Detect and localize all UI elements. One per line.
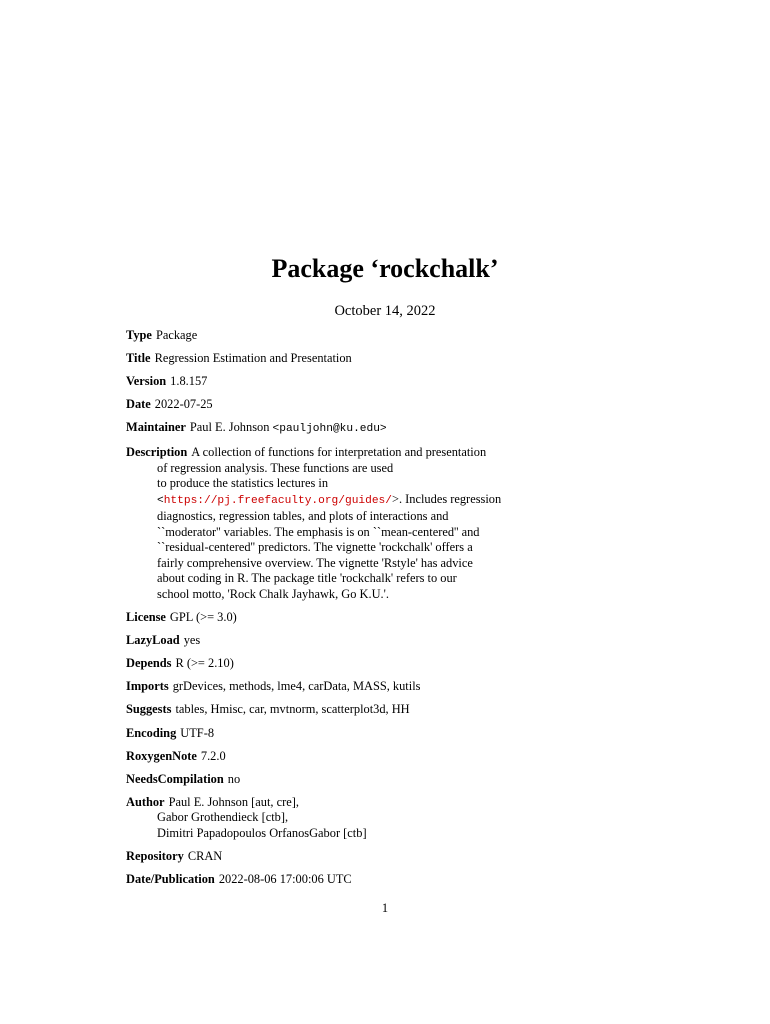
url-bracket-close: >. Includes regression bbox=[391, 491, 502, 506]
maintainer-email: <pauljohn@ku.edu> bbox=[272, 423, 387, 436]
description-line: ``moderator'' variables. The emphasis is on ``mean-centered'' and bbox=[157, 524, 480, 539]
field-key: Type bbox=[126, 328, 152, 342]
description-line: A collection of functions for interpretation and presentation bbox=[191, 445, 487, 460]
field-value: R (>= 2.10) bbox=[175, 656, 234, 671]
field-value: no bbox=[227, 771, 241, 786]
description-line: school motto, 'Rock Chalk Jayhawk, Go K.U.'. bbox=[157, 586, 389, 601]
field-key: Depends bbox=[126, 656, 172, 671]
description-line-url bbox=[126, 492, 506, 510]
field-value: yes bbox=[183, 633, 201, 648]
author-line: Dimitri Papadopoulos OrfanosGabor [ctb] bbox=[157, 825, 367, 840]
page-number: 1 bbox=[381, 901, 389, 915]
field-value: 2022-08-06 17:00:06 UTC bbox=[218, 872, 352, 886]
field-needscompilation bbox=[126, 772, 506, 788]
field-key: Version bbox=[126, 374, 167, 389]
author-line: Paul E. Johnson [aut, cre], bbox=[168, 794, 299, 809]
field-version bbox=[126, 374, 506, 390]
field-description bbox=[126, 445, 506, 602]
field-value: 7.2.0 bbox=[200, 748, 226, 763]
description-line: of regression analysis. These functions are used bbox=[157, 460, 394, 475]
description-line: about coding in R. The package title 'rockchalk' refers to our bbox=[157, 571, 457, 586]
description-line: ``residual-centered'' predictors. The vignette 'rockchalk' offers a bbox=[157, 540, 473, 555]
field-value: GPL (>= 3.0) bbox=[169, 610, 237, 625]
field-key: Encoding bbox=[126, 725, 177, 740]
field-key: NeedsCompilation bbox=[126, 771, 224, 786]
field-value: 1.8.157 bbox=[170, 374, 208, 389]
description-line: to produce the statistics lectures in bbox=[157, 476, 329, 491]
document-date: October 14, 2022 bbox=[334, 303, 436, 319]
author-line: Gabor Grothendieck [ctb], bbox=[157, 810, 289, 825]
package-title: Package ‘rockchalk’ bbox=[271, 254, 499, 283]
field-key: Date/Publication bbox=[126, 872, 215, 886]
field-maintainer bbox=[126, 420, 506, 438]
field-key: LazyLoad bbox=[126, 633, 180, 648]
field-encoding bbox=[126, 726, 506, 742]
field-key: RoxygenNote bbox=[126, 748, 197, 763]
field-key: Maintainer bbox=[126, 420, 186, 435]
field-roxygennote bbox=[126, 749, 506, 765]
guides-link[interactable]: https://pj.freefaculty.org/guides/ bbox=[163, 494, 392, 507]
field-author bbox=[126, 795, 506, 842]
field-value: grDevices, methods, lme4, carData, MASS, kutils bbox=[172, 679, 421, 694]
field-title bbox=[126, 351, 506, 367]
description-line: fairly comprehensive overview. The vignette 'Rstyle' has advice bbox=[157, 555, 473, 570]
field-date-publication bbox=[126, 872, 506, 888]
field-value: Regression Estimation and Presentation bbox=[154, 351, 352, 366]
maintainer-name: Paul E. Johnson bbox=[189, 420, 270, 435]
package-fields bbox=[126, 328, 506, 895]
field-key: Repository bbox=[126, 848, 184, 863]
field-key: Author bbox=[126, 794, 165, 809]
field-key: Imports bbox=[126, 679, 169, 694]
field-key: Date bbox=[126, 397, 151, 412]
field-key: License bbox=[126, 610, 166, 625]
field-value: 2022-07-25 bbox=[154, 397, 213, 412]
field-value: UTF-8 bbox=[180, 725, 215, 740]
field-key: Title bbox=[126, 351, 151, 366]
field-imports bbox=[126, 679, 506, 695]
field-key: Suggests bbox=[126, 702, 172, 717]
field-lazyload bbox=[126, 633, 506, 649]
field-key: Description bbox=[126, 445, 188, 460]
description-line: diagnostics, regression tables, and plots of interactions and bbox=[157, 509, 449, 524]
field-value: CRAN bbox=[187, 848, 223, 863]
field-value: Package bbox=[155, 328, 198, 342]
field-suggests bbox=[126, 702, 506, 718]
field-license bbox=[126, 610, 506, 626]
url-bracket-open: < bbox=[157, 494, 164, 507]
field-value: tables, Hmisc, car, mvtnorm, scatterplot3d, HH bbox=[175, 702, 410, 717]
field-type bbox=[126, 328, 506, 344]
field-depends bbox=[126, 656, 506, 672]
field-date bbox=[126, 397, 506, 413]
field-repository bbox=[126, 849, 506, 865]
